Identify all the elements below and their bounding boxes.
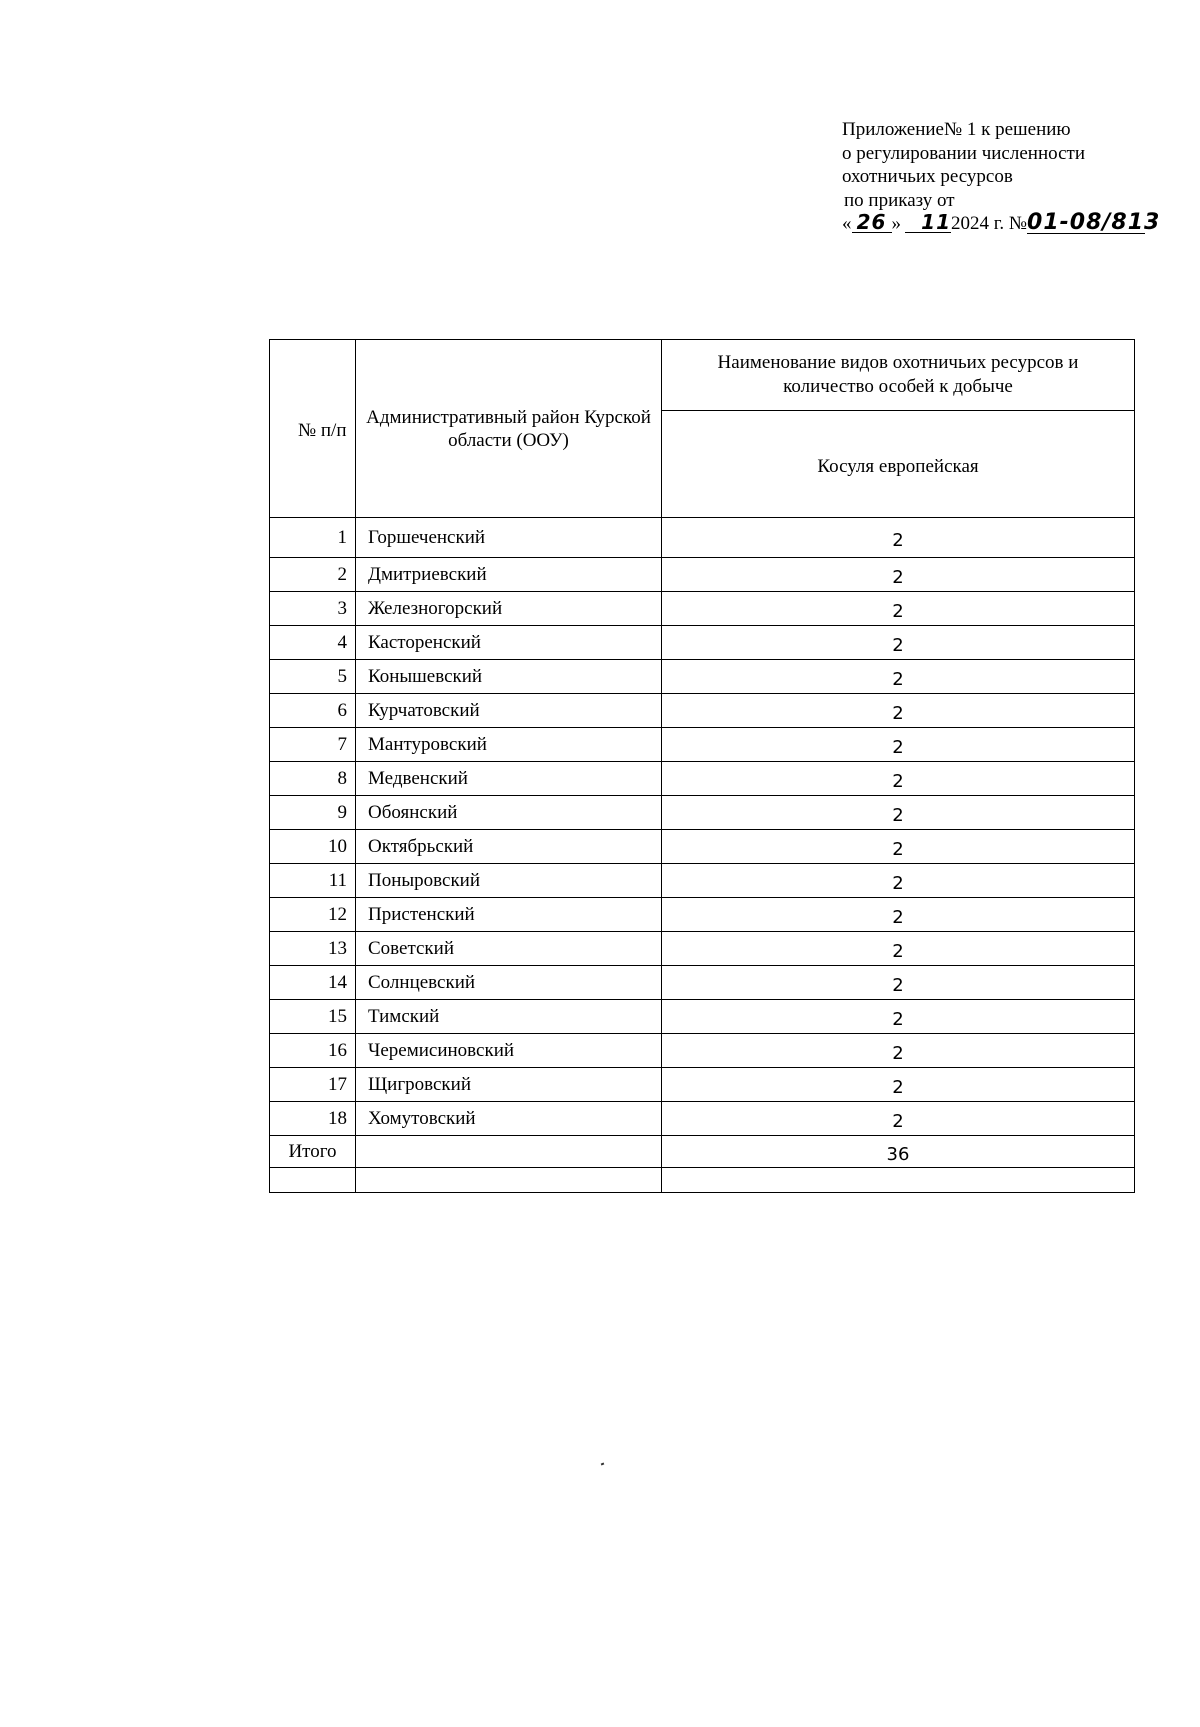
row-district: Черемисиновский (356, 1034, 662, 1068)
table-row (270, 592, 1135, 626)
row-district: Солнцевский (356, 966, 662, 1000)
row-value: 2 (662, 728, 1135, 762)
total-district-cell (356, 1136, 662, 1168)
col-header-district: Административный район Курской области (ООУ) (356, 340, 662, 518)
table-row (270, 694, 1135, 728)
table-row (270, 1000, 1135, 1034)
row-district: Курчатовский (356, 694, 662, 728)
col-header-number: № п/п (270, 340, 356, 518)
quota-table (269, 339, 1135, 1193)
row-value: 2 (662, 1102, 1135, 1136)
row-value: 2 (662, 518, 1135, 558)
row-value: 2 (662, 796, 1135, 830)
row-number: 2 (270, 558, 356, 592)
row-number: 6 (270, 694, 356, 728)
handwritten-order-number: 01-08/813 (1027, 210, 1161, 235)
row-district: Обоянский (356, 796, 662, 830)
row-district: Медвенский (356, 762, 662, 796)
row-number: 5 (270, 660, 356, 694)
empty-cell (356, 1168, 662, 1193)
table-footer (270, 1136, 1135, 1193)
table-row (270, 762, 1135, 796)
table-row (270, 558, 1135, 592)
row-number: 13 (270, 932, 356, 966)
row-district: Мантуровский (356, 728, 662, 762)
row-value: 2 (662, 558, 1135, 592)
row-number: 18 (270, 1102, 356, 1136)
total-value: 36 (662, 1136, 1135, 1168)
empty-cell (662, 1168, 1135, 1193)
row-district: Хомутовский (356, 1102, 662, 1136)
row-number: 15 (270, 1000, 356, 1034)
stray-mark (601, 1463, 605, 1466)
table-row (270, 864, 1135, 898)
total-label: Итого (270, 1136, 356, 1168)
appendix-line-4: по приказу от (844, 189, 955, 211)
row-district: Поныровский (356, 864, 662, 898)
col-header-species-group: Наименование видов охотничьих ресурсов и количество особей к добыче (662, 340, 1135, 411)
row-district: Тимский (356, 1000, 662, 1034)
table-row (270, 728, 1135, 762)
table-row (270, 626, 1135, 660)
row-number: 10 (270, 830, 356, 864)
row-number: 8 (270, 762, 356, 796)
row-number: 4 (270, 626, 356, 660)
table-row (270, 1102, 1135, 1136)
row-value: 2 (662, 966, 1135, 1000)
total-row (270, 1136, 1135, 1168)
table-row (270, 932, 1135, 966)
order-date-line (842, 210, 1161, 236)
table-row (270, 796, 1135, 830)
date-year-text: 2024 г. № (951, 213, 1028, 234)
row-district: Касторенский (356, 626, 662, 660)
open-quote: « (842, 213, 852, 234)
table-row (270, 518, 1135, 558)
appendix-line-1: Приложение№ 1 к решению (842, 119, 1071, 140)
appendix-note (842, 118, 1161, 236)
row-value: 2 (662, 762, 1135, 796)
table-row (270, 1068, 1135, 1102)
row-number: 12 (270, 898, 356, 932)
row-number: 17 (270, 1068, 356, 1102)
row-value: 2 (662, 1068, 1135, 1102)
handwritten-month: 11 (905, 212, 951, 233)
row-number: 11 (270, 864, 356, 898)
row-number: 1 (270, 518, 356, 558)
row-district: Щигровский (356, 1068, 662, 1102)
row-district: Пристенский (356, 898, 662, 932)
row-number: 16 (270, 1034, 356, 1068)
table-header (270, 340, 1135, 518)
handwritten-day: 26 (852, 212, 892, 233)
table-row (270, 1034, 1135, 1068)
row-value: 2 (662, 626, 1135, 660)
row-value: 2 (662, 864, 1135, 898)
row-value: 2 (662, 898, 1135, 932)
table-row (270, 966, 1135, 1000)
row-number: 9 (270, 796, 356, 830)
row-value: 2 (662, 932, 1135, 966)
row-value: 2 (662, 830, 1135, 864)
col-header-species: Косуля европейская (662, 411, 1135, 518)
table-row (270, 830, 1135, 864)
row-number: 14 (270, 966, 356, 1000)
row-district: Конышевский (356, 660, 662, 694)
row-district: Октябрьский (356, 830, 662, 864)
row-district: Советский (356, 932, 662, 966)
row-district: Горшеченский (356, 518, 662, 558)
appendix-line-2: о регулировании численности (842, 142, 1085, 164)
empty-cell (270, 1168, 356, 1193)
row-value: 2 (662, 694, 1135, 728)
row-value: 2 (662, 1000, 1135, 1034)
table-row (270, 898, 1135, 932)
appendix-line-3: охотничьих ресурсов (842, 166, 1013, 187)
row-number: 3 (270, 592, 356, 626)
close-quote: » (891, 213, 901, 234)
row-number: 7 (270, 728, 356, 762)
table-body (270, 518, 1135, 1136)
row-value: 2 (662, 1034, 1135, 1068)
table-row (270, 660, 1135, 694)
empty-row (270, 1168, 1135, 1193)
row-value: 2 (662, 660, 1135, 694)
row-district: Железногорский (356, 592, 662, 626)
row-value: 2 (662, 592, 1135, 626)
row-district: Дмитриевский (356, 558, 662, 592)
